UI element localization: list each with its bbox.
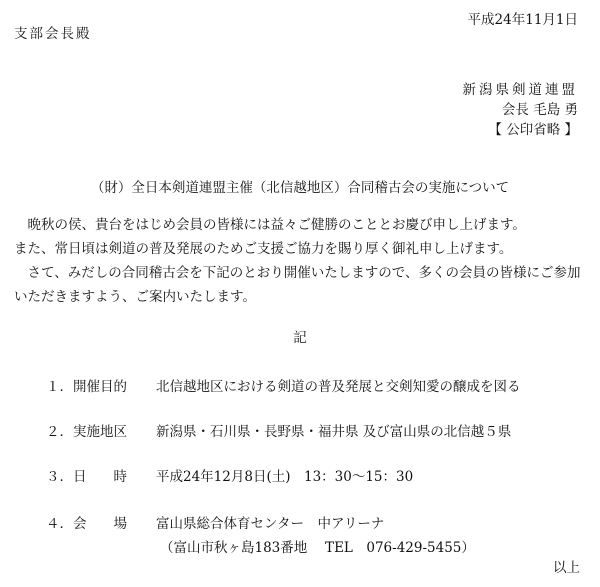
venue-address: （富山市秋ヶ島183番地 TEL 076-429-5455） (160, 540, 475, 556)
body-paragraph: 晩秋の侯、貴台をはじめ会員の皆様には益々ご健勝のこととお慶び申し上げます。 (14, 217, 526, 233)
detail-item-venue (46, 512, 384, 532)
document-date: 平成24年11月1日 (467, 12, 578, 28)
detail-label: １．開催目的 (46, 379, 127, 395)
body-text (14, 213, 589, 309)
recipient: 支部会長殿 (14, 26, 92, 42)
detail-item-datetime (46, 465, 413, 485)
detail-label: ４．会 場 (46, 516, 127, 532)
sender-name: 会長 毛島 勇 (501, 102, 578, 118)
detail-value: 新潟県・石川県・長野県・福井県 及び富山県の北信越５県 (156, 424, 512, 440)
sender-block (463, 80, 579, 140)
body-paragraph: さて、みだしの合同稽古会を下記のとおり開催いたしますので、多くの会員の皆様にご参加いただきますよう、ご案内いたします。 (14, 265, 581, 305)
detail-value: 北信越地区における剣道の普及発展と交剣知愛の醸成を図る (156, 379, 521, 395)
detail-label: ３．日 時 (46, 469, 127, 485)
body-paragraph: また、常日頃は剣道の普及発展のためご支援ご協力を賜り厚く御礼申し上げます。 (14, 241, 513, 257)
detail-item-purpose (46, 375, 521, 395)
detail-value: 平成24年12月8日(土) 13：30～15：30 (156, 469, 414, 485)
ki-heading: 記 (293, 330, 307, 346)
detail-item-region (46, 420, 511, 440)
detail-value: 富山県総合体育センター 中アリーナ (156, 516, 385, 532)
detail-label: ２．実施地区 (46, 424, 127, 440)
closing-remark: 以上 (553, 560, 580, 576)
seal-omitted-note: 【 公印省略 】 (488, 122, 578, 138)
sender-organization: 新潟県剣道連盟 (462, 82, 578, 98)
document-title: （財）全日本剣道連盟主催（北信越地区）合同稽古会の実施について (90, 180, 510, 196)
